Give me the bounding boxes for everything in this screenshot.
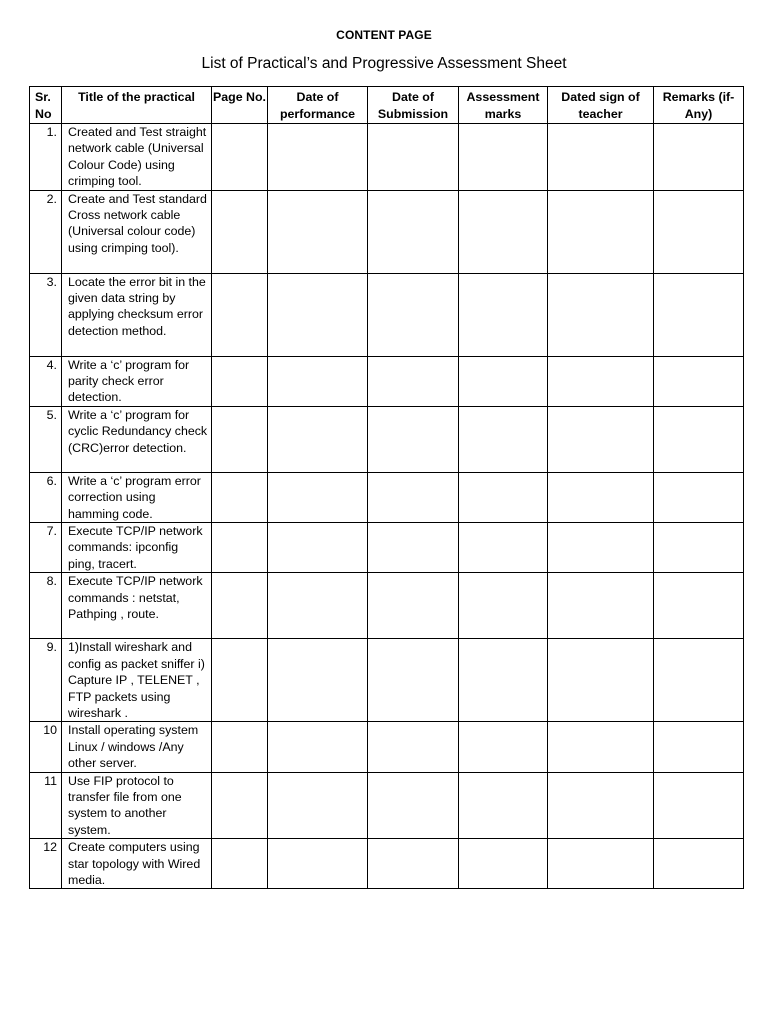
assessment-marks-cell[interactable] bbox=[459, 356, 548, 406]
page-no-cell[interactable] bbox=[212, 573, 268, 639]
sr-no-cell: 3. bbox=[30, 273, 62, 356]
sr-no-cell: 12 bbox=[30, 839, 62, 889]
practical-title-cell: Created and Test straight network cable (Universal Colour Code) using crimping tool. bbox=[62, 124, 212, 191]
page-no-cell[interactable] bbox=[212, 772, 268, 839]
table-row bbox=[30, 406, 744, 472]
table-row bbox=[30, 190, 744, 273]
date-of-performance-cell[interactable] bbox=[268, 722, 368, 772]
table-row bbox=[30, 523, 744, 573]
date-of-submission-cell[interactable] bbox=[368, 523, 459, 573]
column-header-date-of-submission: Date of Submission bbox=[368, 87, 459, 124]
assessment-marks-cell[interactable] bbox=[459, 523, 548, 573]
date-of-submission-cell[interactable] bbox=[368, 273, 459, 356]
remarks-cell[interactable] bbox=[654, 356, 744, 406]
sr-no-cell: 9. bbox=[30, 639, 62, 722]
practical-title-cell: Write a ‘c’ program for parity check error detection. bbox=[62, 356, 212, 406]
page-no-cell[interactable] bbox=[212, 406, 268, 472]
table-row bbox=[30, 273, 744, 356]
remarks-cell[interactable] bbox=[654, 190, 744, 273]
practical-title-cell: Execute TCP/IP network commands: ipconfig ping, tracert. bbox=[62, 523, 212, 573]
date-of-submission-cell[interactable] bbox=[368, 722, 459, 772]
page-no-cell[interactable] bbox=[212, 356, 268, 406]
dated-sign-cell[interactable] bbox=[548, 190, 654, 273]
table-row bbox=[30, 124, 744, 191]
dated-sign-cell[interactable] bbox=[548, 472, 654, 522]
assessment-marks-cell[interactable] bbox=[459, 406, 548, 472]
page-heading: CONTENT PAGE bbox=[336, 28, 432, 42]
sr-no-cell: 1. bbox=[30, 124, 62, 191]
column-header-remarks: Remarks (if-Any) bbox=[654, 87, 744, 124]
date-of-performance-cell[interactable] bbox=[268, 573, 368, 639]
dated-sign-cell[interactable] bbox=[548, 406, 654, 472]
date-of-submission-cell[interactable] bbox=[368, 639, 459, 722]
date-of-performance-cell[interactable] bbox=[268, 639, 368, 722]
practical-title-cell: Execute TCP/IP network commands : netstat, Pathping , route. bbox=[62, 573, 212, 639]
date-of-submission-cell[interactable] bbox=[368, 472, 459, 522]
page-no-cell[interactable] bbox=[212, 639, 268, 722]
dated-sign-cell[interactable] bbox=[548, 273, 654, 356]
dated-sign-cell[interactable] bbox=[548, 573, 654, 639]
table-row bbox=[30, 573, 744, 639]
remarks-cell[interactable] bbox=[654, 406, 744, 472]
table-row bbox=[30, 639, 744, 722]
assessment-marks-cell[interactable] bbox=[459, 190, 548, 273]
remarks-cell[interactable] bbox=[654, 472, 744, 522]
table-body bbox=[30, 124, 744, 889]
dated-sign-cell[interactable] bbox=[548, 523, 654, 573]
table-row bbox=[30, 356, 744, 406]
assessment-marks-cell[interactable] bbox=[459, 639, 548, 722]
column-header-date-of-performance: Date of performance bbox=[268, 87, 368, 124]
date-of-performance-cell[interactable] bbox=[268, 772, 368, 839]
sr-no-cell: 2. bbox=[30, 190, 62, 273]
practical-title-cell: Use FIP protocol to transfer file from one system to another system. bbox=[62, 772, 212, 839]
practical-title-cell: 1)Install wireshark and config as packet sniffer i) Capture IP , TELENET , FTP packets using wireshark . bbox=[62, 639, 212, 722]
remarks-cell[interactable] bbox=[654, 772, 744, 839]
sr-no-cell: 4. bbox=[30, 356, 62, 406]
page-no-cell[interactable] bbox=[212, 523, 268, 573]
remarks-cell[interactable] bbox=[654, 722, 744, 772]
date-of-performance-cell[interactable] bbox=[268, 273, 368, 356]
column-header-sr-no: Sr. No bbox=[30, 87, 62, 124]
column-header-title: Title of the practical bbox=[62, 87, 212, 124]
page-subtitle: List of Practical’s and Progressive Assessment Sheet bbox=[201, 55, 567, 72]
sr-no-cell: 5. bbox=[30, 406, 62, 472]
remarks-cell[interactable] bbox=[654, 523, 744, 573]
assessment-table bbox=[29, 86, 744, 889]
assessment-marks-cell[interactable] bbox=[459, 273, 548, 356]
date-of-submission-cell[interactable] bbox=[368, 839, 459, 889]
date-of-performance-cell[interactable] bbox=[268, 523, 368, 573]
column-header-page-no: Page No. bbox=[212, 87, 268, 124]
page-no-cell[interactable] bbox=[212, 273, 268, 356]
date-of-submission-cell[interactable] bbox=[368, 190, 459, 273]
table-row bbox=[30, 772, 744, 839]
column-header-assessment-marks: Assessment marks bbox=[459, 87, 548, 124]
assessment-marks-cell[interactable] bbox=[459, 722, 548, 772]
assessment-marks-cell[interactable] bbox=[459, 772, 548, 839]
page-no-cell[interactable] bbox=[212, 124, 268, 191]
date-of-performance-cell[interactable] bbox=[268, 190, 368, 273]
practical-title-cell: Install operating system Linux / windows /Any other server. bbox=[62, 722, 212, 772]
table-row bbox=[30, 472, 744, 522]
assessment-marks-cell[interactable] bbox=[459, 839, 548, 889]
sr-no-cell: 6. bbox=[30, 472, 62, 522]
assessment-marks-cell[interactable] bbox=[459, 573, 548, 639]
date-of-submission-cell[interactable] bbox=[368, 772, 459, 839]
page-no-cell[interactable] bbox=[212, 190, 268, 273]
practical-title-cell: Write a ‘c’ program for cyclic Redundancy check (CRC)error detection. bbox=[62, 406, 212, 472]
date-of-submission-cell[interactable] bbox=[368, 573, 459, 639]
date-of-performance-cell[interactable] bbox=[268, 356, 368, 406]
dated-sign-cell[interactable] bbox=[548, 722, 654, 772]
table-row bbox=[30, 839, 744, 889]
assessment-marks-cell[interactable] bbox=[459, 472, 548, 522]
sr-no-cell: 8. bbox=[30, 573, 62, 639]
page-no-cell[interactable] bbox=[212, 722, 268, 772]
date-of-submission-cell[interactable] bbox=[368, 356, 459, 406]
sr-no-cell: 7. bbox=[30, 523, 62, 573]
column-header-dated-sign: Dated sign of teacher bbox=[548, 87, 654, 124]
date-of-submission-cell[interactable] bbox=[368, 124, 459, 191]
sr-no-cell: 10 bbox=[30, 722, 62, 772]
header-row bbox=[30, 87, 744, 124]
date-of-performance-cell[interactable] bbox=[268, 839, 368, 889]
practical-title-cell: Locate the error bit in the given data string by applying checksum error detection method. bbox=[62, 273, 212, 356]
page-no-cell[interactable] bbox=[212, 472, 268, 522]
practical-title-cell: Create computers using star topology with Wired media. bbox=[62, 839, 212, 889]
dated-sign-cell[interactable] bbox=[548, 356, 654, 406]
sr-no-cell: 11 bbox=[30, 772, 62, 839]
date-of-performance-cell[interactable] bbox=[268, 472, 368, 522]
practical-title-cell: Write a ‘c’ program error correction using hamming code. bbox=[62, 472, 212, 522]
dated-sign-cell[interactable] bbox=[548, 639, 654, 722]
date-of-submission-cell[interactable] bbox=[368, 406, 459, 472]
remarks-cell[interactable] bbox=[654, 573, 744, 639]
page-no-cell[interactable] bbox=[212, 839, 268, 889]
dated-sign-cell[interactable] bbox=[548, 839, 654, 889]
practical-title-cell: Create and Test standard Cross network cable (Universal colour code) using crimping tool). bbox=[62, 190, 212, 273]
assessment-marks-cell[interactable] bbox=[459, 124, 548, 191]
remarks-cell[interactable] bbox=[654, 273, 744, 356]
remarks-cell[interactable] bbox=[654, 124, 744, 191]
remarks-cell[interactable] bbox=[654, 639, 744, 722]
table-row bbox=[30, 722, 744, 772]
date-of-performance-cell[interactable] bbox=[268, 406, 368, 472]
dated-sign-cell[interactable] bbox=[548, 772, 654, 839]
remarks-cell[interactable] bbox=[654, 839, 744, 889]
date-of-performance-cell[interactable] bbox=[268, 124, 368, 191]
dated-sign-cell[interactable] bbox=[548, 124, 654, 191]
